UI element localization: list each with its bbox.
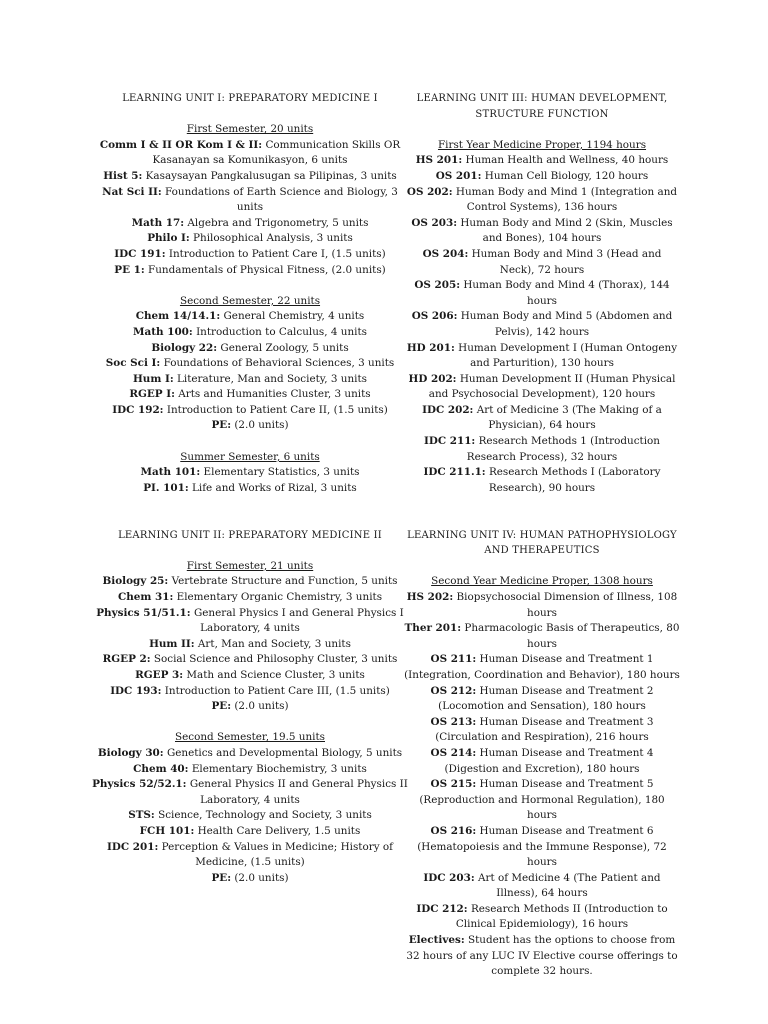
course-description: Foundations of Behavioral Sciences, 3 units [163,357,395,370]
course-entry [90,418,410,434]
course-entry [90,185,410,216]
course-entry [90,871,410,887]
section-spacer [90,496,410,512]
course-entry [404,341,680,372]
course-entry [90,808,410,824]
course-entry [404,590,680,621]
course-code: IDC 212: [416,902,468,915]
course-code: PE: [211,871,232,884]
course-description: Human Body and Mind 1 (Integration and Control Systems), 136 hours [455,185,678,214]
course-description: Introduction to Patient Care II, (1.5 units) [166,403,388,416]
course-description: Genetics and Developmental Biology, 5 units [166,746,403,759]
course-description: Human Disease and Treatment 1 (Integration, Coordination and Behavior), 180 hours [404,653,680,681]
unit-spacer [90,512,410,528]
course-description: Human Body and Mind 5 (Abdomen and Pelvis), 142 hours [460,310,673,338]
course-entry [90,606,410,637]
semester-title: First Year Medicine Proper, 1194 hours [437,138,647,151]
section-spacer [404,122,680,138]
course-entry [90,652,410,668]
course-entry [404,247,680,278]
course-entry [404,746,680,777]
course-code: Philo I: [147,232,190,245]
course-code: Math 17: [131,216,185,229]
course-description: Literature, Man and Society, 3 units [176,372,368,385]
course-code: IDC 191: [114,247,166,260]
course-description: Human Development II (Human Physical and Psychosocial Development), 120 hours [428,372,676,401]
course-entry [90,590,410,606]
course-entry [90,746,410,762]
course-code: OS 216: [430,824,477,837]
course-description: Research Methods 1 (Introduction Research Process), 32 hours [466,435,660,463]
course-entry [404,465,680,496]
course-description: Human Development I (Human Ontogeny and Parturition), 130 hours [458,341,678,370]
course-entry [90,169,410,185]
course-description: Perception & Values in Medicine; History of Medicine, (1.5 units) [161,840,393,869]
course-description: Human Body and Mind 2 (Skin, Muscles and Bones), 104 hours [460,216,673,245]
course-entry [90,840,410,871]
course-entry [404,153,680,169]
course-description: Introduction to Calculus, 4 units [196,325,367,338]
course-description: Elementary Organic Chemistry, 3 units [176,591,383,603]
course-entry [90,668,410,684]
course-code: PI. 101: [143,481,189,494]
course-description: Human Disease and Treatment 4 (Digestion and Excretion), 180 hours [444,746,654,775]
course-code: Math 100: [133,325,193,338]
course-code: OS 211: [430,653,477,666]
semester-title: Second Semester, 22 units [179,294,321,307]
course-code: RGEP I: [129,388,175,401]
course-description: Art of Medicine 4 (The Patient and Illness), 64 hours [478,871,661,900]
course-code: Nat Sci II: [102,185,162,198]
course-code: IDC 192: [112,403,164,416]
course-description: Life and Works of Rizal, 3 units [191,481,357,494]
course-description: (2.0 units) [234,700,289,713]
course-code: Hum I: [132,372,174,385]
course-code: RGEP 2: [102,653,151,666]
course-code: OS 204: [422,247,469,260]
course-description: Introduction to Patient Care I, (1.5 units) [168,247,386,260]
course-description: General Physics I and General Physics I Laboratory, 4 units [193,606,404,635]
course-code: PE: [211,700,232,713]
course-code: Biology 30: [97,746,164,759]
course-entry [404,715,680,746]
course-description: Social Science and Philosophy Cluster, 3 units [153,653,398,666]
course-description: Fundamentals of Physical Fitness, (2.0 units) [148,263,386,276]
course-entry [404,372,680,403]
course-code: STS: [128,809,155,822]
course-description: Communication Skills OR Kasanayan sa Komunikasyon, 6 units [152,138,401,167]
section-spacer [90,434,410,450]
semester-title: Summer Semester, 6 units [180,450,320,463]
course-entry [404,933,680,980]
course-entry [404,309,680,340]
course-entry [90,356,410,372]
course-description: Vertebrate Structure and Function, 5 units [171,575,398,588]
course-code: IDC 201: [107,840,159,853]
course-description: Student has the options to choose from 32 hours of any LUC IV Elective course offerings to complete 32 hours. [406,934,678,978]
course-entry [404,871,680,902]
course-entry [404,824,680,871]
course-description: General Physics II and General Physics II Laboratory, 4 units [189,778,408,806]
course-code: OS 215: [430,778,477,791]
left-column [90,91,410,902]
course-code: OS 202: [406,185,453,198]
semester-title: First Semester, 20 units [186,123,314,136]
course-entry [404,278,680,309]
course-code: HS 201: [415,154,463,167]
course-code: PE 1: [114,263,145,276]
course-code: Hist 5: [103,169,143,182]
course-entry [90,325,410,341]
course-description: Human Disease and Treatment 3 (Circulation and Respiration), 216 hours [435,715,654,744]
course-code: RGEP 3: [135,668,184,681]
course-entry [404,652,680,683]
course-entry [90,637,410,653]
course-code: OS 213: [430,715,477,728]
course-code: Hum II: [149,637,195,650]
learning-unit-title: LEARNING UNIT IV: HUMAN PATHOPHYSIOLOGY AND THERAPEUTICS [407,529,677,557]
course-entry [90,263,410,279]
course-description: Human Health and Wellness, 40 hours [465,154,669,167]
course-code: Physics 51/51.1: [96,606,191,619]
section-spacer [404,980,680,996]
course-entry [90,403,410,419]
course-code: HD 201: [406,341,455,354]
semester-title: Second Semester, 19.5 units [175,731,325,744]
course-code: IDC 193: [110,684,162,697]
course-entry [404,216,680,247]
course-entry [404,434,680,465]
course-description: Art, Man and Society, 3 units [197,637,351,650]
course-code: Electives: [408,934,465,947]
course-code: OS 203: [411,216,458,229]
course-description: Research Methods I (Laboratory Research), 90 hours [488,466,661,494]
course-entry [404,169,680,185]
course-entry [90,231,410,247]
course-code: Comm I & II OR Kom I & II: [99,138,263,151]
course-description: Philosophical Analysis, 3 units [193,232,353,245]
course-description: Arts and Humanities Cluster, 3 units [178,388,371,401]
course-code: IDC 203: [423,871,475,884]
course-description: Art of Medicine 3 (The Making of a Physician), 64 hours [476,403,662,432]
course-entry [404,621,680,652]
course-code: OS 212: [430,684,477,697]
section-spacer [90,715,410,731]
course-code: PE: [211,419,232,432]
course-entry [90,465,410,481]
course-entry [90,247,410,263]
unit-spacer [404,512,680,528]
course-description: General Zoology, 5 units [220,341,349,354]
course-entry [90,699,410,715]
course-description: Foundations of Earth Science and Biology, 3 units [165,185,398,214]
course-description: Human Disease and Treatment 6 (Hematopoiesis and the Immune Response), 72 hours [417,824,667,869]
section-spacer [90,107,410,123]
semester-title: First Semester, 21 units [186,559,314,572]
course-description: (2.0 units) [234,419,289,432]
course-description: Human Body and Mind 4 (Thorax), 144 hours [463,279,670,307]
course-code: OS 206: [411,310,458,323]
course-entry [90,824,410,840]
section-spacer [90,543,410,559]
right-column [404,91,680,995]
course-code: IDC 211: [423,435,476,448]
course-description: Introduction to Patient Care III, (1.5 units) [164,684,390,697]
course-entry [90,387,410,403]
course-description: Human Disease and Treatment 5 (Reproduction and Hormonal Regulation), 180 hours [419,778,665,822]
section-spacer [90,278,410,294]
course-code: OS 205: [414,279,461,292]
course-entry [404,684,680,715]
course-code: Ther 201: [404,622,462,635]
course-code: IDC 202: [422,403,474,416]
section-spacer [404,496,680,512]
course-code: Chem 14/14.1: [135,310,221,323]
course-entry [404,185,680,216]
course-entry [90,341,410,357]
semester-title: Second Year Medicine Proper, 1308 hours [431,575,653,588]
course-description: Math and Science Cluster, 3 units [186,668,365,681]
course-entry [90,762,410,778]
course-description: Pharmacologic Basis of Therapeutics, 80 hours [464,622,680,650]
course-code: Biology 25: [102,575,169,588]
learning-unit-title: LEARNING UNIT I: PREPARATORY MEDICINE I [122,93,378,104]
course-description: Research Methods II (Introduction to Clinical Epidemiology), 16 hours [455,902,668,931]
course-description: Kasaysayan Pangkalusugan sa Pilipinas, 3 units [145,169,397,182]
course-description: General Chemistry, 4 units [223,310,365,323]
course-code: Biology 22: [151,341,218,354]
course-code: OS 201: [435,169,482,182]
learning-unit-title: LEARNING UNIT II: PREPARATORY MEDICINE II [118,529,382,541]
course-description: Elementary Biochemistry, 3 units [191,762,367,775]
course-code: HS 202: [406,591,454,603]
course-entry [90,684,410,700]
course-description: Biopsychosocial Dimension of Illness, 108 hours [456,591,678,619]
course-entry [90,481,410,497]
course-code: IDC 211.1: [423,466,486,479]
course-description: Health Care Delivery, 1.5 units [197,824,361,837]
course-entry [90,574,410,590]
course-code: Chem 40: [133,762,189,775]
course-code: HD 202: [408,372,457,385]
course-entry [90,138,410,169]
course-entry [404,403,680,434]
course-code: OS 214: [430,746,477,759]
course-entry [90,777,410,808]
course-entry [404,777,680,824]
course-code: Physics 52/52.1: [92,778,187,791]
course-description: Elementary Statistics, 3 units [203,466,360,479]
course-entry [90,216,410,232]
course-entry [90,309,410,325]
course-description: Human Cell Biology, 120 hours [484,169,649,182]
course-code: Soc Sci I: [105,357,161,370]
course-code: Math 101: [140,466,201,479]
course-entry [404,902,680,933]
course-description: Human Body and Mind 3 (Head and Neck), 72 hours [471,247,662,276]
course-description: Algebra and Trigonometry, 5 units [187,216,369,229]
course-description: Human Disease and Treatment 2 (Locomotion and Sensation), 180 hours [438,684,654,713]
course-code: Chem 31: [117,591,174,603]
course-code: FCH 101: [139,824,195,837]
learning-unit-title: LEARNING UNIT III: HUMAN DEVELOPMENT, STRUCTURE FUNCTION [416,93,668,120]
section-spacer [90,886,410,902]
course-entry [90,372,410,388]
section-spacer [404,559,680,575]
course-description: Science, Technology and Society, 3 units [158,809,372,822]
course-description: (2.0 units) [234,871,289,884]
